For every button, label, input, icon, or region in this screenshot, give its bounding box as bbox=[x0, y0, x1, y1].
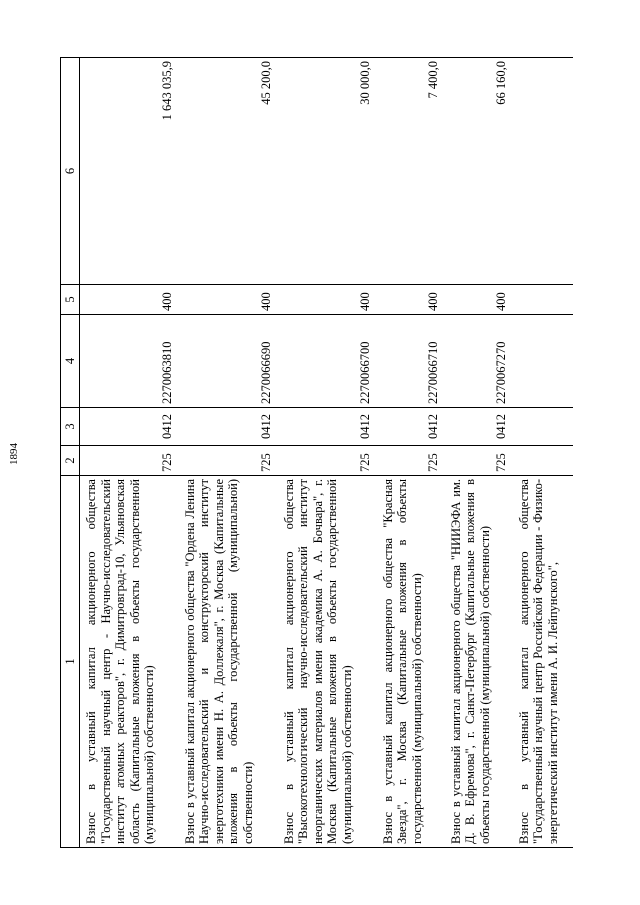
budget-table bbox=[60, 57, 573, 848]
ministry-code: 725 bbox=[278, 446, 377, 476]
table-row bbox=[377, 58, 445, 848]
section-code bbox=[513, 408, 573, 446]
section-code: 0412 bbox=[278, 408, 377, 446]
amount: 7 400,0 bbox=[377, 58, 445, 285]
table-row bbox=[179, 58, 278, 848]
row-description: Взнос в уставный капитал акционерного общества "Государственный научный центр Российской Федерации - Физико-энергетический институт имени А. И. Лейпунского", bbox=[513, 476, 573, 848]
section-code: 0412 bbox=[179, 408, 278, 446]
ministry-code: 725 bbox=[80, 446, 179, 476]
column-header: 5 bbox=[61, 285, 80, 315]
page-number: 1894 bbox=[8, 443, 20, 465]
ministry-code: 725 bbox=[179, 446, 278, 476]
table-row bbox=[445, 58, 513, 848]
column-header: 3 bbox=[61, 408, 80, 446]
expense-type-code: 400 bbox=[377, 285, 445, 315]
amount: 1 643 035,9 bbox=[80, 58, 179, 285]
ministry-code: 725 bbox=[445, 446, 513, 476]
section-code: 0412 bbox=[377, 408, 445, 446]
target-code: 2270063810 bbox=[80, 315, 179, 408]
target-code: 2270066690 bbox=[179, 315, 278, 408]
ministry-code bbox=[513, 446, 573, 476]
target-code: 2270066710 bbox=[377, 315, 445, 408]
column-header: 2 bbox=[61, 446, 80, 476]
target-code: 2270067270 bbox=[445, 315, 513, 408]
table-row bbox=[513, 58, 573, 848]
expense-type-code bbox=[513, 285, 573, 315]
target-code bbox=[513, 315, 573, 408]
amount: 30 000,0 bbox=[278, 58, 377, 285]
expense-type-code: 400 bbox=[80, 285, 179, 315]
expense-type-code: 400 bbox=[278, 285, 377, 315]
amount: 66 160,0 bbox=[445, 58, 513, 285]
column-header: 1 bbox=[61, 476, 80, 848]
target-code: 2270066700 bbox=[278, 315, 377, 408]
section-code: 0412 bbox=[80, 408, 179, 446]
row-description: Взнос в уставный капитал акционерного общества "НИИЭФА им. Д. В. Ефремова", г. Санкт-Петербург (Капитальные вложения в объекты государственной (муниципальной) собственности) bbox=[445, 476, 513, 848]
section-code: 0412 bbox=[445, 408, 513, 446]
amount bbox=[513, 58, 573, 285]
row-description: Взнос в уставный капитал акционерного общества "Ордена Ленина Научно-исследовательский и конструкторский институт энерготехники имени Н. А. Доллежаля", г. Москва (Капитальные вложения в объекты государственной (муниципальной) собственности) bbox=[179, 476, 278, 848]
table-row bbox=[80, 58, 179, 848]
column-header: 6 bbox=[61, 58, 80, 285]
row-description: Взнос в уставный капитал акционерного общества "Государственный научный центр - Научно-исследовательский институт атомных реакторов", г. Димитровград-10, Ульяновская область (Капитальные вложения в объекты государственной (муниципальной) собственности) bbox=[80, 476, 179, 848]
table-row bbox=[278, 58, 377, 848]
row-description: Взнос в уставный капитал акционерного общества "Высокотехнологический научно-исследовательский институт неорганических материалов имени академика А. А. Бочвара", г. Москва (Капитальные вложения в объекты государственной (муниципальной) собственности) bbox=[278, 476, 377, 848]
amount: 45 200,0 bbox=[179, 58, 278, 285]
ministry-code: 725 bbox=[377, 446, 445, 476]
column-header: 4 bbox=[61, 315, 80, 408]
table-header-row bbox=[61, 58, 80, 848]
expense-type-code: 400 bbox=[179, 285, 278, 315]
expense-type-code: 400 bbox=[445, 285, 513, 315]
rotated-page bbox=[60, 58, 580, 848]
row-description: Взнос в уставный капитал акционерного общества "Красная Звезда", г. Москва (Капитальные вложения в объекты государственной (муниципальной) собственности) bbox=[377, 476, 445, 848]
